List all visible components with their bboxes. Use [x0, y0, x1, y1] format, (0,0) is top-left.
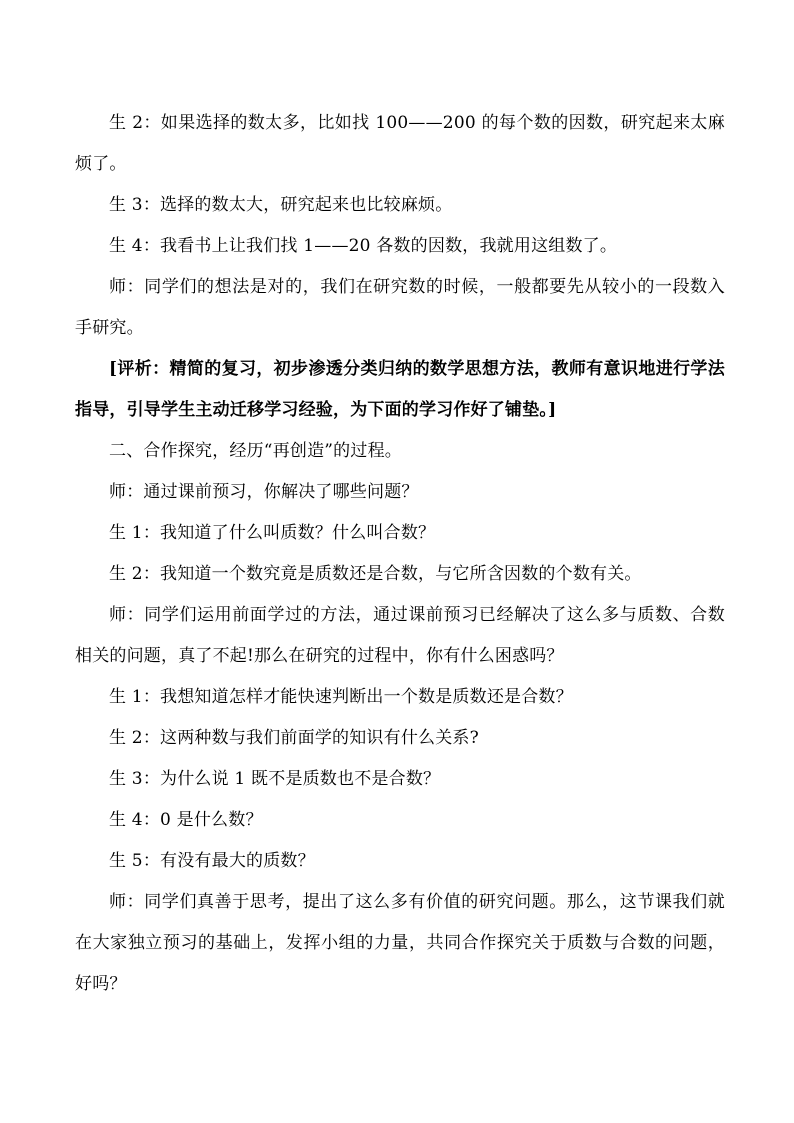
paragraph-student5-largest-prime: 生 5：有没有最大的质数？: [109, 851, 315, 871]
document-body: [75, 103, 725, 1005]
paragraph-student4-zero: 生 4：0 是什么数？: [109, 810, 263, 830]
paragraph-student2-factor-count: 生 2：我知道一个数究竟是质数还是合数，与它所含因数的个数有关。: [109, 564, 642, 584]
paragraph-commentary: [评析：精简的复习，初步渗透分类归纳的数学思想方法，教师有意识地进行学法指导，引导学生主动迁移学习经验，为下面的学习作好了铺垫。]: [75, 359, 725, 420]
paragraph-student2-too-many: 生 2：如果选择的数太多，比如找 100——200 的每个数的因数，研究起来太麻烦了。: [75, 113, 725, 174]
paragraph-teacher-small-range: 师：同学们的想法是对的，我们在研究数的时候，一般都要先从较小的一段数入手研究。: [75, 277, 725, 338]
paragraph-student4-book: 生 4：我看书上让我们找 1——20 各数的因数，我就用这组数了。: [109, 236, 618, 256]
paragraph-teacher-conclusion: 师：同学们真善于思考，提出了这么多有价值的研究问题。那么，这节课我们就在大家独立预习的基础上，发挥小组的力量，共同合作探究关于质数与合数的问题，好吗？: [75, 892, 725, 994]
paragraph-teacher-preview-question: 师：通过课前预习，你解决了哪些问题？: [109, 482, 419, 502]
section-heading-cooperative-inquiry: 二、合作探究，经历“再创造”的过程。: [109, 441, 402, 461]
paragraph-teacher-praise: 师：同学们运用前面学过的方法，通过课前预习已经解决了这么多与质数、合数相关的问题，真了不起!那么在研究的过程中，你有什么困惑吗？: [75, 605, 725, 666]
paragraph-student3-too-large: 生 3：选择的数太大，研究起来也比较麻烦。: [109, 195, 453, 215]
paragraph-student1-quick-judge: 生 1：我想知道怎样才能快速判断出一个数是质数还是合数？: [109, 687, 573, 707]
paragraph-student2-relation: 生 2：这两种数与我们前面学的知识有什么关系?: [109, 728, 479, 748]
paragraph-student3-one: 生 3：为什么说 1 既不是质数也不是合数？: [109, 769, 441, 789]
paragraph-student1-definitions: 生 1：我知道了什么叫质数？什么叫合数？: [109, 523, 436, 543]
